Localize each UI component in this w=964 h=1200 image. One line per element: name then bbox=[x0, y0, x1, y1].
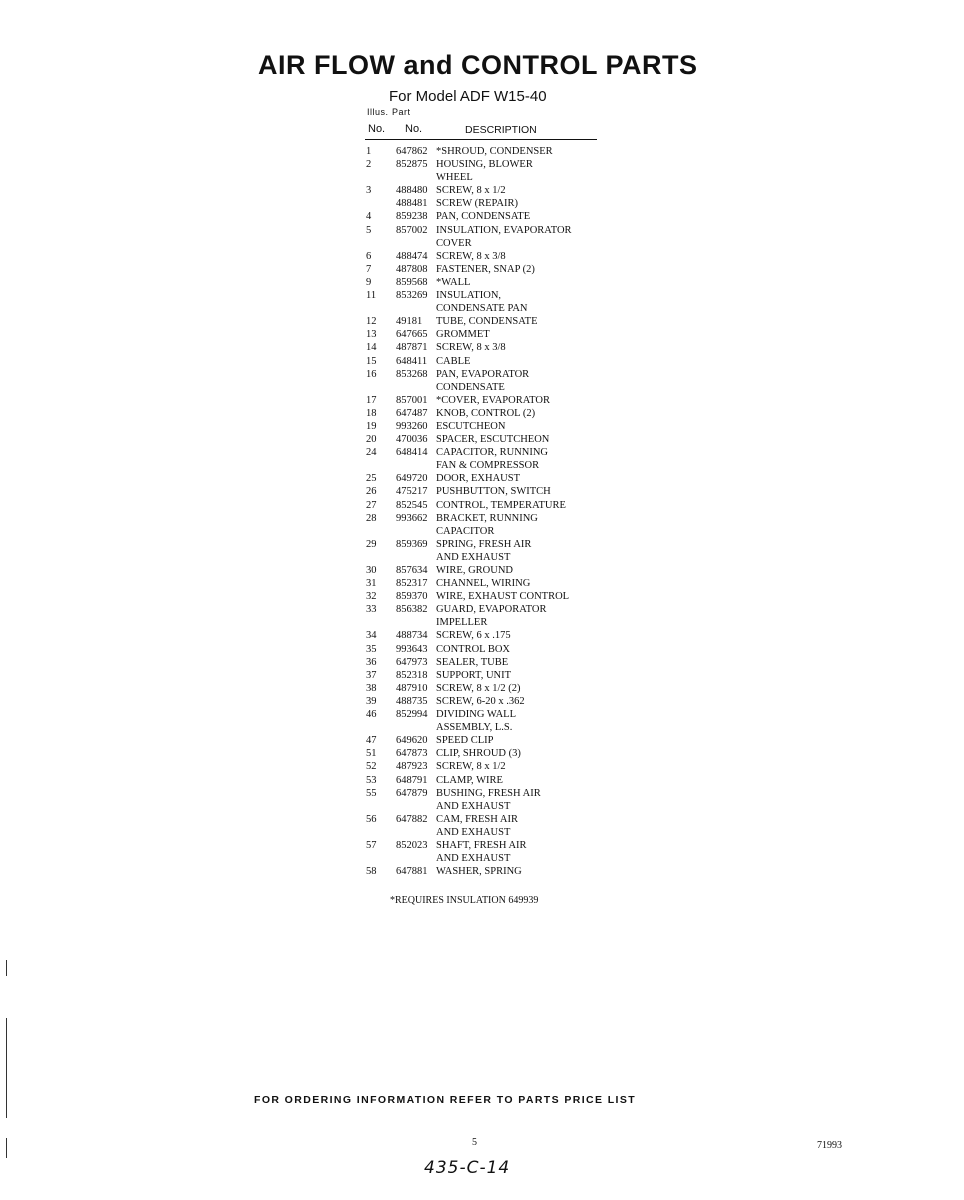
parts-row bbox=[366, 446, 606, 459]
parts-row bbox=[366, 643, 606, 656]
illus-number bbox=[366, 197, 396, 210]
illus-number: 31 bbox=[366, 578, 377, 590]
part-number bbox=[396, 381, 436, 394]
part-number: 859568 bbox=[396, 276, 428, 288]
illus-number: 2 bbox=[366, 159, 372, 171]
part-number: 852023 bbox=[396, 839, 428, 851]
parts-row bbox=[366, 669, 606, 682]
illus-number: 35 bbox=[366, 643, 377, 655]
parts-row bbox=[366, 760, 606, 773]
part-description: IMPELLER bbox=[436, 617, 488, 629]
part-number: 488481 bbox=[396, 198, 428, 210]
part-number: 852994 bbox=[396, 709, 428, 721]
part-description: AND EXHAUST bbox=[436, 853, 511, 865]
part-number: 852317 bbox=[396, 578, 428, 590]
part-description: BUSHING, FRESH AIR bbox=[436, 787, 541, 799]
parts-row bbox=[366, 289, 606, 302]
parts-row bbox=[366, 302, 606, 315]
illus-number: 47 bbox=[366, 735, 377, 747]
part-description: CAPACITOR, RUNNING bbox=[436, 447, 549, 459]
illus-number: 1 bbox=[366, 146, 372, 157]
part-description: SCREW, 6-20 x .362 bbox=[436, 695, 525, 707]
illus-number bbox=[366, 551, 396, 564]
parts-row bbox=[366, 551, 606, 564]
part-description: SCREW (REPAIR) bbox=[436, 198, 518, 210]
illus-number: 15 bbox=[366, 355, 377, 367]
part-description: SCREW, 8 x 1/2 bbox=[436, 761, 506, 773]
illus-number: 3 bbox=[366, 185, 372, 197]
parts-row bbox=[366, 263, 606, 276]
parts-list bbox=[366, 145, 606, 878]
illus-number bbox=[366, 171, 396, 184]
parts-row bbox=[366, 394, 606, 407]
parts-row bbox=[366, 813, 606, 826]
illus-column-header-top: Illus. bbox=[367, 107, 389, 117]
illus-number: 57 bbox=[366, 839, 377, 851]
parts-row bbox=[366, 459, 606, 472]
parts-row bbox=[366, 774, 606, 787]
parts-row bbox=[366, 708, 606, 721]
illus-number: 19 bbox=[366, 420, 377, 432]
part-description: FASTENER, SNAP (2) bbox=[436, 263, 535, 275]
illus-number: 9 bbox=[366, 276, 372, 288]
parts-row bbox=[366, 237, 606, 250]
parts-row bbox=[366, 250, 606, 263]
parts-row bbox=[366, 734, 606, 747]
part-description: CAPACITOR bbox=[436, 525, 495, 537]
part-number bbox=[396, 525, 436, 538]
illus-number: 38 bbox=[366, 682, 377, 694]
part-description: *WALL bbox=[436, 276, 471, 288]
part-description: CONDENSATE bbox=[436, 381, 505, 393]
part-description: HOUSING, BLOWER bbox=[436, 159, 533, 171]
part-description: CONDENSATE PAN bbox=[436, 303, 528, 315]
illus-number: 11 bbox=[366, 290, 377, 302]
illus-number: 6 bbox=[366, 250, 372, 262]
parts-row bbox=[366, 695, 606, 708]
parts-row bbox=[366, 577, 606, 590]
part-description: DIVIDING WALL bbox=[436, 709, 516, 721]
part-description: SCREW, 8 x 3/8 bbox=[436, 342, 506, 354]
part-description: WHEEL bbox=[436, 172, 473, 184]
parts-row bbox=[366, 485, 606, 498]
part-description: BRACKET, RUNNING bbox=[436, 512, 538, 524]
parts-row bbox=[366, 420, 606, 433]
part-description: COVER bbox=[436, 237, 472, 249]
part-description: SCREW, 8 x 1/2 (2) bbox=[436, 682, 521, 694]
part-description: *COVER, EVAPORATOR bbox=[436, 394, 550, 406]
header-rule bbox=[365, 139, 597, 140]
part-description: CLIP, SHROUD (3) bbox=[436, 748, 521, 760]
illus-number: 28 bbox=[366, 512, 377, 524]
part-description: WIRE, GROUND bbox=[436, 565, 513, 576]
part-number: 487923 bbox=[396, 761, 428, 773]
part-number bbox=[396, 826, 436, 839]
part-number bbox=[396, 302, 436, 315]
illus-number: 33 bbox=[366, 604, 377, 616]
part-description: SEALER, TUBE bbox=[436, 656, 509, 668]
page-number: 5 bbox=[472, 1137, 477, 1148]
margin-scan-mark bbox=[6, 960, 7, 976]
parts-row bbox=[366, 407, 606, 420]
part-description: PAN, CONDENSATE bbox=[436, 211, 531, 223]
part-number: 853268 bbox=[396, 368, 428, 380]
parts-row bbox=[366, 512, 606, 525]
parts-row bbox=[366, 564, 606, 577]
part-number: 857634 bbox=[396, 565, 428, 576]
illus-number bbox=[366, 852, 396, 865]
illus-number: 13 bbox=[366, 329, 377, 341]
part-description: SPEED CLIP bbox=[436, 735, 494, 747]
part-number: 49181 bbox=[396, 316, 423, 328]
illus-number: 37 bbox=[366, 669, 377, 681]
part-number: 859369 bbox=[396, 538, 428, 550]
part-description: SCREW, 8 x 3/8 bbox=[436, 250, 506, 262]
illus-number: 58 bbox=[366, 866, 377, 878]
part-description: SCREW, 6 x .175 bbox=[436, 630, 511, 642]
illus-number: 51 bbox=[366, 748, 377, 760]
parts-row bbox=[366, 368, 606, 381]
parts-row bbox=[366, 197, 606, 210]
part-description: DOOR, EXHAUST bbox=[436, 473, 520, 485]
illus-number: 52 bbox=[366, 761, 377, 773]
part-description: FAN & COMPRESSOR bbox=[436, 460, 540, 472]
parts-row bbox=[366, 525, 606, 538]
illus-number bbox=[366, 381, 396, 394]
part-number: 993260 bbox=[396, 420, 428, 432]
parts-row bbox=[366, 355, 606, 368]
part-description: AND EXHAUST bbox=[436, 551, 511, 563]
part-number: 488474 bbox=[396, 250, 428, 262]
part-description: CONTROL, TEMPERATURE bbox=[436, 499, 566, 511]
illus-number bbox=[366, 525, 396, 538]
illus-number bbox=[366, 302, 396, 315]
part-description: SHAFT, FRESH AIR bbox=[436, 839, 527, 851]
part-no-column-header: No. bbox=[405, 123, 423, 135]
parts-row bbox=[366, 787, 606, 800]
part-description: SPACER, ESCUTCHEON bbox=[436, 434, 550, 446]
part-description: *SHROUD, CONDENSER bbox=[436, 146, 553, 157]
parts-row bbox=[366, 184, 606, 197]
part-description: KNOB, CONTROL (2) bbox=[436, 407, 536, 419]
part-number: 475217 bbox=[396, 486, 428, 498]
parts-row bbox=[366, 538, 606, 551]
illus-number bbox=[366, 800, 396, 813]
part-number bbox=[396, 551, 436, 564]
part-number bbox=[396, 171, 436, 184]
part-number bbox=[396, 852, 436, 865]
part-description: ESCUTCHEON bbox=[436, 420, 506, 432]
illus-number: 36 bbox=[366, 656, 377, 668]
illus-number: 53 bbox=[366, 774, 377, 786]
illus-number: 32 bbox=[366, 591, 377, 603]
parts-row bbox=[366, 747, 606, 760]
part-number: 647882 bbox=[396, 813, 428, 825]
part-number: 856382 bbox=[396, 604, 428, 616]
parts-row bbox=[366, 865, 606, 878]
part-description: CONTROL BOX bbox=[436, 643, 510, 655]
part-number: 487871 bbox=[396, 342, 428, 354]
parts-row bbox=[366, 472, 606, 485]
part-description: PUSHBUTTON, SWITCH bbox=[436, 486, 551, 498]
parts-row bbox=[366, 499, 606, 512]
part-number: 852545 bbox=[396, 499, 428, 511]
part-number: 647881 bbox=[396, 866, 428, 878]
parts-row bbox=[366, 381, 606, 394]
parts-row bbox=[366, 800, 606, 813]
part-description: INSULATION, EVAPORATOR bbox=[436, 224, 572, 236]
parts-row bbox=[366, 341, 606, 354]
illus-number: 7 bbox=[366, 263, 372, 275]
part-description: GROMMET bbox=[436, 329, 490, 341]
part-number: 852875 bbox=[396, 159, 428, 171]
part-number: 488735 bbox=[396, 695, 428, 707]
part-description: TUBE, CONDENSATE bbox=[436, 316, 538, 328]
part-description: CABLE bbox=[436, 355, 471, 367]
illus-number: 29 bbox=[366, 538, 377, 550]
illus-number bbox=[366, 826, 396, 839]
part-description: AND EXHAUST bbox=[436, 800, 511, 812]
handwritten-note: 435-C-14 bbox=[424, 1158, 511, 1178]
part-number: 857001 bbox=[396, 394, 428, 406]
illus-number: 5 bbox=[366, 224, 372, 236]
document-number: 71993 bbox=[817, 1140, 842, 1151]
part-description: AND EXHAUST bbox=[436, 826, 511, 838]
part-number: 470036 bbox=[396, 434, 428, 446]
illus-number: 26 bbox=[366, 486, 377, 498]
description-column-header: DESCRIPTION bbox=[465, 124, 537, 136]
illus-number: 25 bbox=[366, 473, 377, 485]
illus-number: 30 bbox=[366, 565, 377, 576]
part-column-header-top: Part bbox=[392, 107, 411, 117]
illus-number: 27 bbox=[366, 499, 377, 511]
parts-row bbox=[366, 629, 606, 642]
parts-row bbox=[366, 433, 606, 446]
part-number: 649620 bbox=[396, 735, 428, 747]
part-number: 859238 bbox=[396, 211, 428, 223]
parts-row bbox=[366, 171, 606, 184]
part-number: 993662 bbox=[396, 512, 428, 524]
part-number: 859370 bbox=[396, 591, 428, 603]
illus-number: 56 bbox=[366, 813, 377, 825]
part-description: CLAMP, WIRE bbox=[436, 774, 503, 786]
parts-row bbox=[366, 603, 606, 616]
part-description: INSULATION, bbox=[436, 290, 502, 302]
part-description: WIRE, EXHAUST CONTROL bbox=[436, 591, 570, 603]
parts-row bbox=[366, 682, 606, 695]
part-number: 647873 bbox=[396, 748, 428, 760]
part-number: 487808 bbox=[396, 263, 428, 275]
illus-number: 24 bbox=[366, 447, 377, 459]
part-description: SPRING, FRESH AIR bbox=[436, 538, 532, 550]
part-number: 647665 bbox=[396, 329, 428, 341]
part-description: ASSEMBLY, L.S. bbox=[436, 722, 513, 734]
model-subtitle: For Model ADF W15-40 bbox=[389, 88, 547, 105]
part-description: SCREW, 8 x 1/2 bbox=[436, 185, 506, 197]
part-number: 488734 bbox=[396, 630, 428, 642]
parts-row bbox=[366, 224, 606, 237]
illus-number bbox=[366, 616, 396, 629]
illus-no-column-header: No. bbox=[368, 123, 386, 135]
ordering-info-note: FOR ORDERING INFORMATION REFER TO PARTS PRICE LIST bbox=[254, 1094, 637, 1106]
part-number: 647879 bbox=[396, 787, 428, 799]
part-number: 852318 bbox=[396, 669, 428, 681]
parts-row bbox=[366, 826, 606, 839]
illus-number bbox=[366, 721, 396, 734]
part-description: CAM, FRESH AIR bbox=[436, 813, 518, 825]
part-number bbox=[396, 237, 436, 250]
illus-number: 46 bbox=[366, 709, 377, 721]
parts-row bbox=[366, 590, 606, 603]
parts-row bbox=[366, 315, 606, 328]
part-description: PAN, EVAPORATOR bbox=[436, 368, 530, 380]
margin-scan-mark bbox=[6, 1018, 7, 1118]
part-number: 488480 bbox=[396, 185, 428, 197]
parts-row bbox=[366, 852, 606, 865]
parts-row bbox=[366, 656, 606, 669]
parts-row bbox=[366, 839, 606, 852]
illus-number: 4 bbox=[366, 211, 372, 223]
parts-row bbox=[366, 210, 606, 223]
illus-number: 55 bbox=[366, 787, 377, 799]
illus-number bbox=[366, 459, 396, 472]
part-description: WASHER, SPRING bbox=[436, 866, 522, 878]
part-number bbox=[396, 721, 436, 734]
part-number: 857002 bbox=[396, 224, 428, 236]
parts-row bbox=[366, 158, 606, 171]
margin-scan-mark bbox=[6, 1138, 7, 1158]
part-number bbox=[396, 800, 436, 813]
part-number: 647487 bbox=[396, 407, 428, 419]
part-number bbox=[396, 616, 436, 629]
part-number: 487910 bbox=[396, 682, 428, 694]
parts-row bbox=[366, 145, 606, 158]
illus-number: 17 bbox=[366, 394, 377, 406]
parts-row bbox=[366, 276, 606, 289]
part-number: 648791 bbox=[396, 774, 428, 786]
illus-number: 18 bbox=[366, 407, 377, 419]
illus-number: 14 bbox=[366, 342, 377, 354]
parts-row bbox=[366, 616, 606, 629]
illus-number: 34 bbox=[366, 630, 377, 642]
part-description: SUPPORT, UNIT bbox=[436, 669, 512, 681]
illus-number: 20 bbox=[366, 434, 377, 446]
page-title: AIR FLOW and CONTROL PARTS bbox=[258, 50, 698, 80]
part-number: 647862 bbox=[396, 146, 428, 157]
part-description: CHANNEL, WIRING bbox=[436, 578, 531, 590]
illus-number: 39 bbox=[366, 695, 377, 707]
insulation-footnote: *REQUIRES INSULATION 649939 bbox=[390, 895, 539, 906]
part-number: 853269 bbox=[396, 290, 428, 302]
part-number: 649720 bbox=[396, 473, 428, 485]
parts-row bbox=[366, 328, 606, 341]
part-number: 993643 bbox=[396, 643, 428, 655]
parts-row bbox=[366, 721, 606, 734]
part-number: 647973 bbox=[396, 656, 428, 668]
part-number: 648411 bbox=[396, 355, 428, 367]
illus-number: 16 bbox=[366, 368, 377, 380]
illus-number bbox=[366, 237, 396, 250]
part-number bbox=[396, 459, 436, 472]
part-number: 648414 bbox=[396, 447, 428, 459]
part-description: GUARD, EVAPORATOR bbox=[436, 604, 547, 616]
illus-number: 12 bbox=[366, 316, 377, 328]
